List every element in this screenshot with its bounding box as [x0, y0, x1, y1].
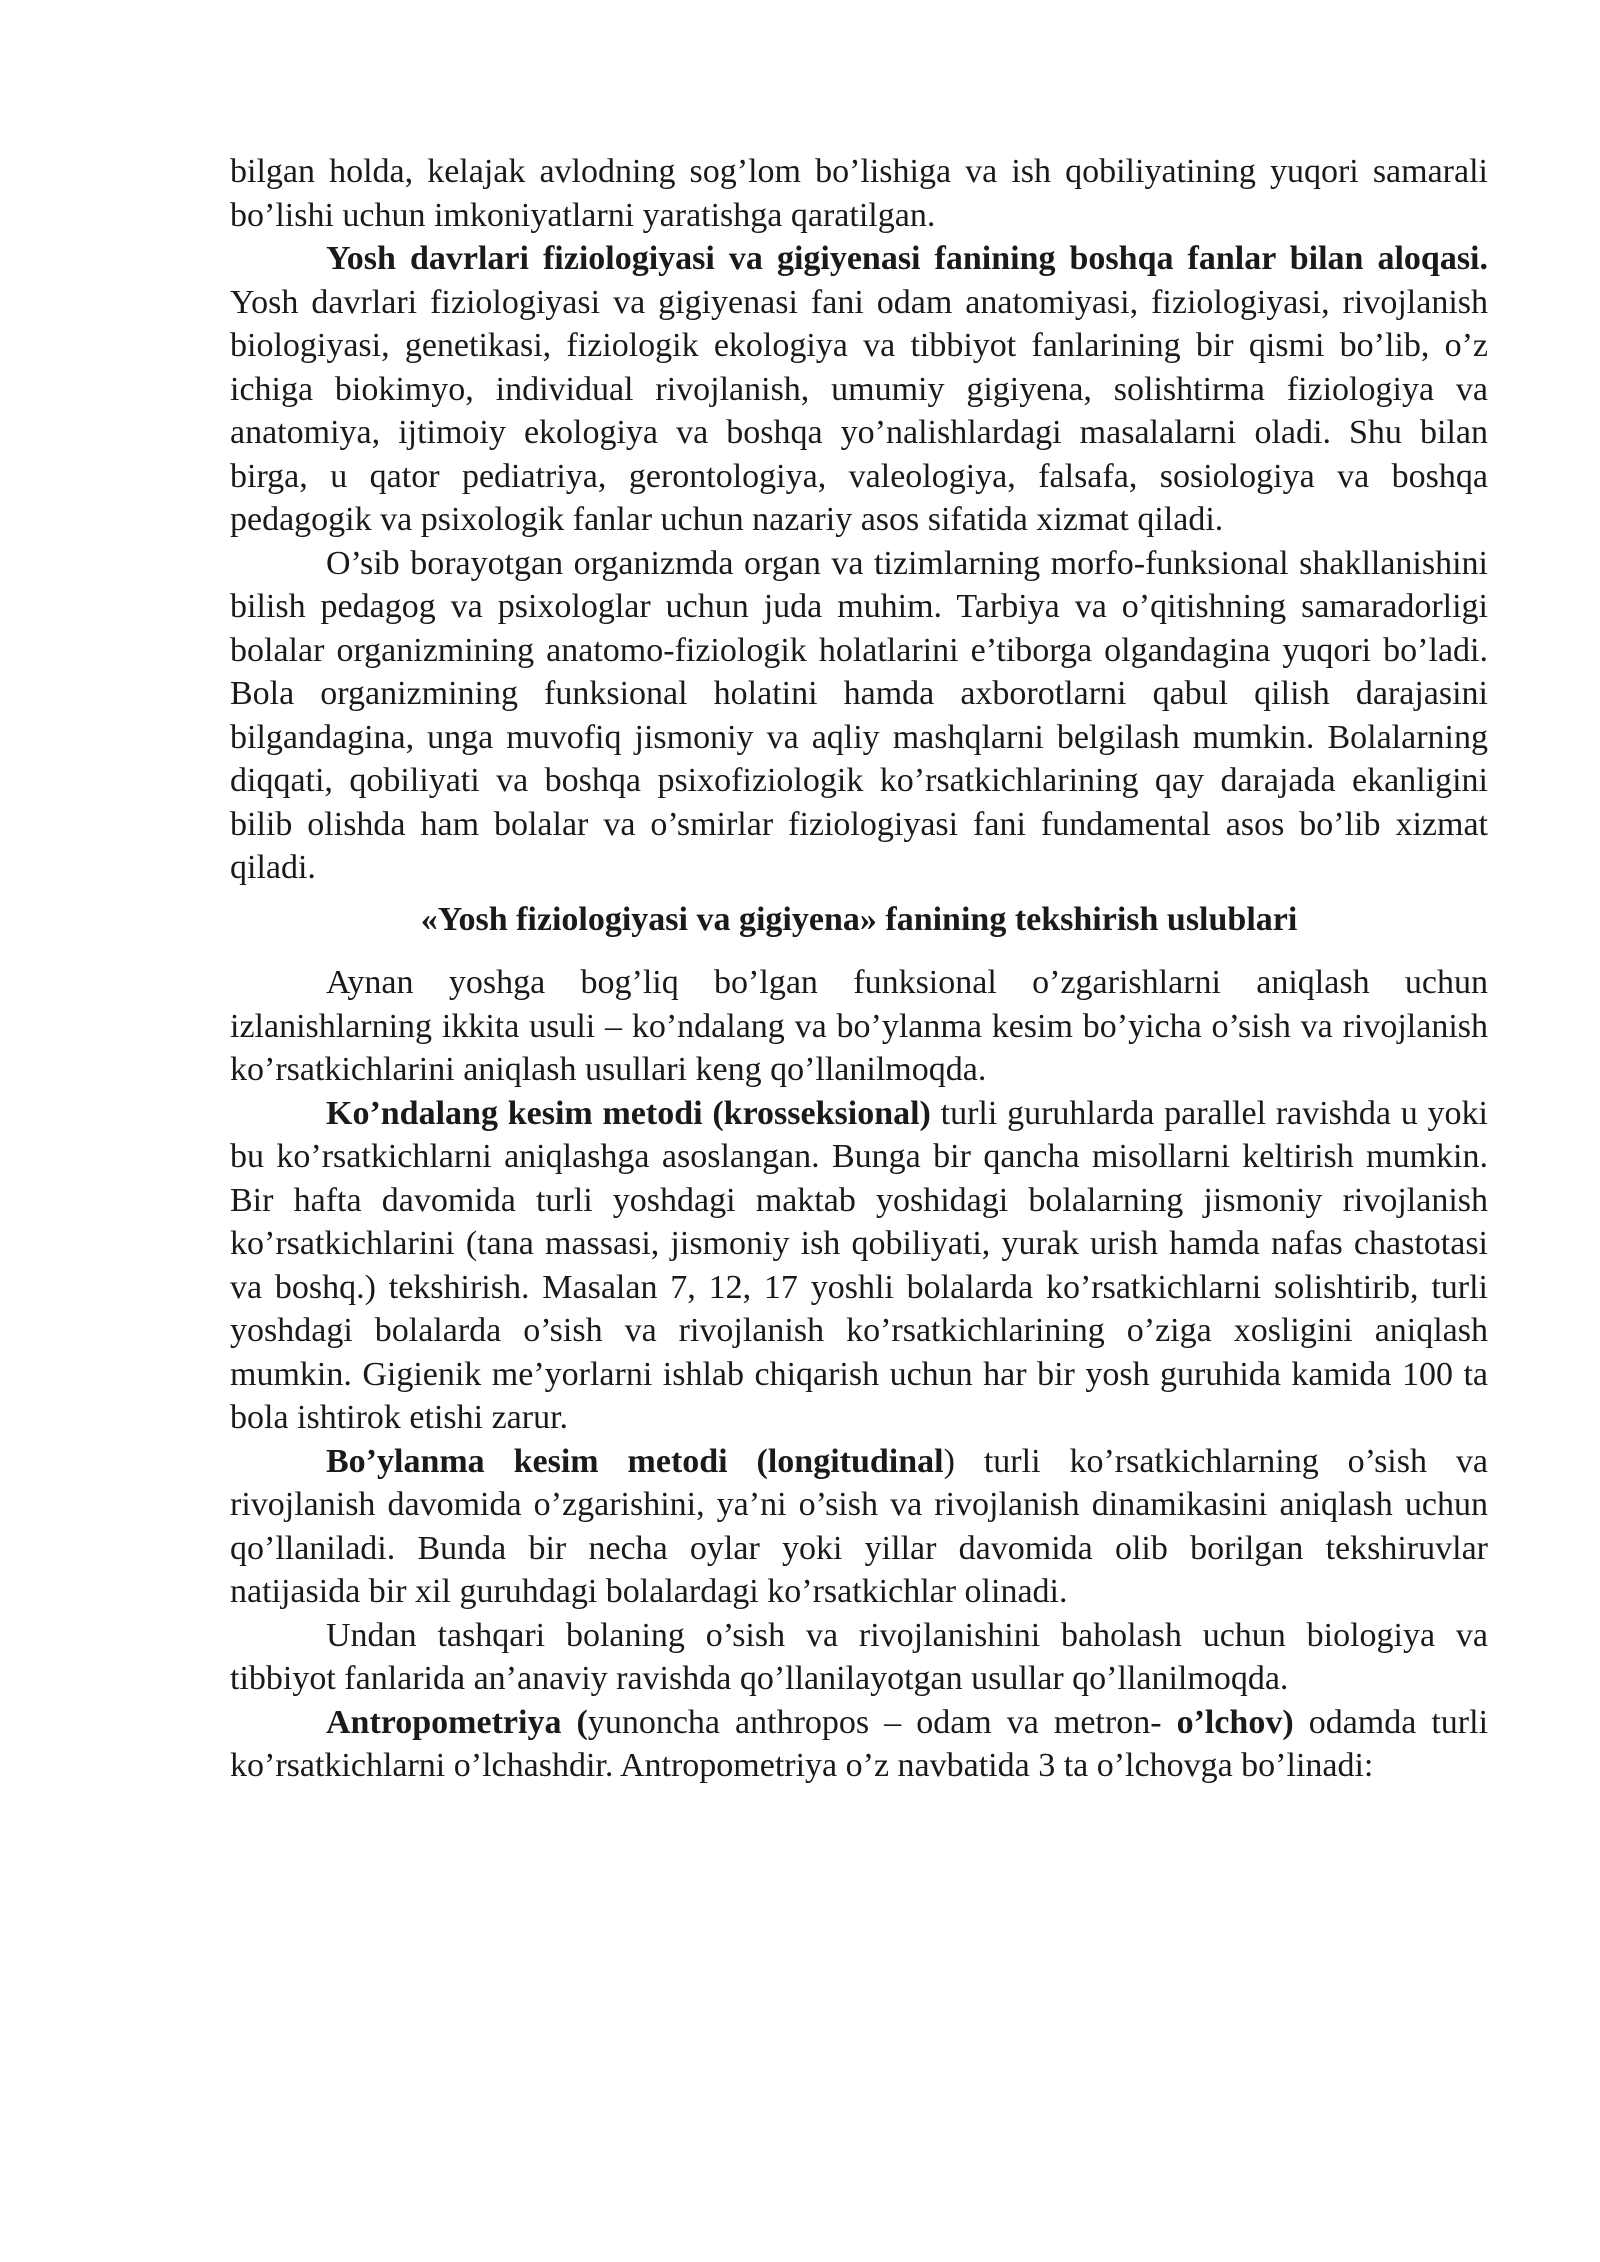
term-anthropometry: Antropometriya (: [326, 1703, 588, 1741]
paragraph-text: Yosh davrlari fiziologiyasi va gigiyenasi fani odam anatomiyasi, fiziologiyasi, rivojlanish biologiyasi, genetikasi, fiziologik ekologiya va tibbiyot fanlarining bir qismi bo’lib, o’z ichiga biokimyo, individual rivojlanish, umumiy gigiyena, solishtirma fiziologiya va anatomiya, ijtimoiy ekologiya va boshqa yo’nalishlardagi masalalarni oladi. Shu bilan birga, u qator pediatriya, gerontologiya, valeologiya, falsafa, sosiologiya va boshqa pedagogik va psixologik fanlar uchun nazariy asos sifatida xizmat qiladi.: [230, 283, 1488, 538]
paragraph-text: odamda turli ko’rsatkichlarni o’lchashdir. Antropometriya o’z navbatida 3 ta o’lchovga bo’linadi:: [230, 1703, 1489, 1784]
paragraph-organism-development: O’sib borayotgan organizmda organ va tizimlarning morfo-funksional shakllanishini bilish pedagog va psixologlar uchun juda muhim. Tarbiya va o’qitishning samaradorligi bolalar organizmining anatomo-fiziologik holatlarini e’tiborga olgandagina yuqori bo’ladi. Bola organizmining funksional holatini hamda axborotlarni qabul qilish darajasini bilgandagina, unga muvofiq jismoniy va aqliy mashqlarni belgilash mumkin. Bolalarning diqqati, qobiliyati va boshqa psixofiziologik ko’rsatkichlarining qay darajada ekanligini bilib olishda ham bolalar va o’smirlar fiziologiyasi fani fundamental asos bo’lib xizmat qiladi.: [230, 544, 1488, 886]
document-page: [230, 150, 1488, 1788]
paragraph-cross-sectional: [230, 1092, 1488, 1440]
paragraph-methods-intro: Aynan yoshga bog’liq bo’lgan funksional o’zgarishlarni aniqlash uchun izlanishlarning ikkita usuli – ko’ndalang va bo’ylanma kesim bo’yicha o’sish va rivojlanish ko’rsatkichlarini aniqlash usullari keng qo’llanilmoqda.: [230, 964, 1488, 1088]
paragraph-text: ) turli ko’rsatkichlarning o’sish va rivojlanish davomida o’zgarishini, ya’ni o’sish va rivojlanish dinamikasini aniqlash uchun qo’llaniladi. Bunda bir necha oylar yoki yillar davomida olib borilgan tekshiruvlar natijasida bir xil guruhdagi bolalardagi ko’rsatkichlar olinadi.: [230, 1442, 1488, 1610]
paragraph-other-methods: Undan tashqari bolaning o’sish va rivojlanishini baholash uchun biologiya va tibbiyot fanlarida an’anaviy ravishda qo’llanilayotgan usullar qo’llanilmoqda.: [230, 1616, 1488, 1697]
section-heading-methods: «Yosh fiziologiyasi va gigiyena» fanining tekshirish uslublari: [420, 900, 1298, 938]
paragraph-text: turli guruhlarda parallel ravishda u yoki bu ko’rsatkichlarni aniqlashga asoslangan. Bunga bir qancha misollarni keltirish mumkin. Bir hafta davomida turli yoshdagi maktab yoshidagi bolalarning jismoniy rivojlanish ko’rsatkichlarini (tana massasi, jismoniy ish qobiliyati, yurak urish hamda nafas chastotasi va boshq.) tekshirish. Masalan 7, 12, 17 yoshli bolalarda ko’rsatkichlarni solishtirib, turli yoshdagi bolalarda o’sish va rivojlanish ko’rsatkichlarining o’ziga xosligini aniqlash mumkin. Gigienik me’yorlarni ishlab chiqarish uchun har bir yosh guruhida kamida 100 ta bola ishtirok etishi zarur.: [230, 1094, 1488, 1436]
paragraph-continuation: bilgan holda, kelajak avlodning sog’lom bo’lishiga va ish qobiliyatining yuqori samarali bo’lishi uchun imkoniyatlarni yaratishga qaratilgan.: [230, 153, 1488, 234]
section-title-related-sciences: Yosh davrlari fiziologiyasi va gigiyenasi fanining boshqa fanlar bilan aloqasi.: [326, 240, 1488, 277]
paragraph-related-sciences: [230, 237, 1488, 542]
term-longitudinal: Bo’ylanma kesim metodi (longitudinal: [326, 1442, 944, 1480]
term-measure: o’lchov): [1176, 1703, 1294, 1741]
paragraph-anthropometry: [230, 1701, 1488, 1788]
paragraph-longitudinal: [230, 1440, 1488, 1614]
term-cross-sectional: Ko’ndalang kesim metodi (krosseksional): [326, 1094, 931, 1132]
paragraph-text: yunoncha anthropos – odam va metron-: [587, 1703, 1177, 1741]
